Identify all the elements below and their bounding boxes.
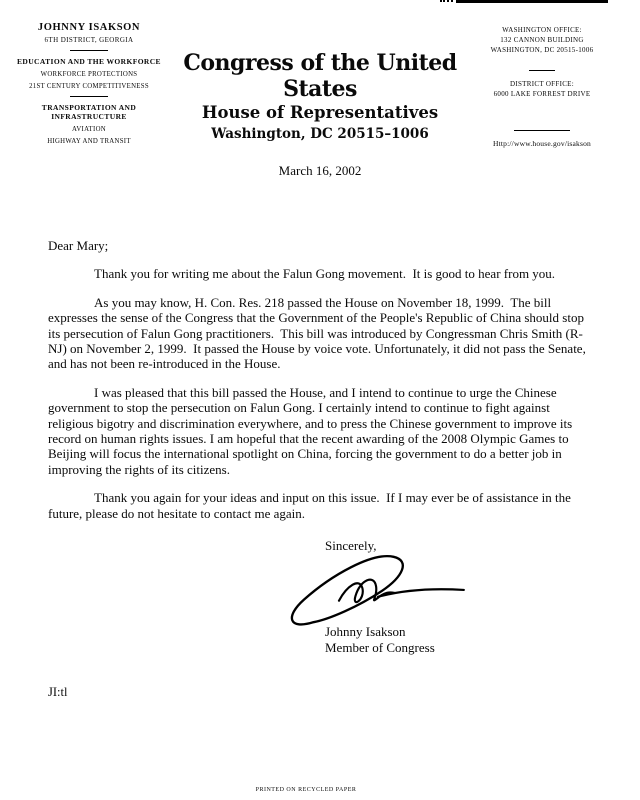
subcommittee-workforce-protections: WORKFORCE PROTECTIONS [40,71,138,78]
washington-office-address-1: 132 CANNON BUILDING [500,36,584,44]
reference-initials: JI:tl [48,685,68,699]
offices-block [458,26,626,148]
paragraph-2: As you may know, H. Con. Res. 218 passed the House on November 18, 1999. The bill expresses the sense of the Congress that the Government of the People's Republic of China should stop its persecution of Falun Gong practitioners. This bill was introduced by Congressman Chris Smith (R-NJ) on November 2, 1999. It passed the House by voice vote. Unfortunately, it did not pass the Senate, and has not been re-introduced in the House. [48,294,590,372]
salutation: Dear Mary; [48,238,109,253]
letter-body [48,238,591,521]
scan-artifact-dots [440,0,453,2]
signature-icon [282,549,472,629]
subcommittee-21st-century: 21ST CENTURY COMPETITIVENESS [29,83,149,90]
signer-name: Johnny Isakson [325,624,406,639]
subcommittee-aviation: AVIATION [72,126,106,133]
divider [514,130,570,131]
member-name: JOHNNY ISAKSON [37,22,141,33]
washington-office-label: WASHINGTON OFFICE: [502,26,582,34]
letter-date: March 16, 2002 [278,163,362,178]
paragraph-4: Thank you again for your ideas and input on this issue. If I may ever be of assistance in the future, please do not hesitate to contact me again. [48,490,575,521]
masthead [152,50,488,179]
washington-office-address-2: WASHINGTON, DC 20515-1006 [490,46,594,54]
member-district: 6TH DISTRICT, GEORGIA [44,36,134,44]
district-office-label: DISTRICT OFFICE: [510,80,574,88]
signer-title: Member of Congress [325,639,435,655]
recycled-paper-note: PRINTED ON RECYCLED PAPER [255,787,357,793]
masthead-congress-line: Congress of the United States [183,50,457,102]
signature-block [325,624,435,655]
divider [70,96,108,97]
committee-title-transportation: TRANSPORTATION AND INFRASTRUCTURE [41,103,137,121]
scan-artifact-bar [456,0,608,3]
website-url: Http://www.house.gov/isakson [492,139,592,148]
member-info-block [15,22,163,145]
divider [529,70,555,71]
committee-title-education: EDUCATION AND THE WORKFORCE [17,57,161,66]
masthead-house-line: House of Representatives [201,103,439,122]
paragraph-1: Thank you for writing me about the Falun Gong movement. It is good to hear from you. [94,266,556,282]
masthead-address-line: Washington, DC 20515–1006 [211,126,429,142]
district-office-address-1: 6000 LAKE FORREST DRIVE [493,90,591,98]
paragraph-3: I was pleased that this bill passed the House, and I intend to continue to urge the Chinese government to stop the persecution on Falun Gong. I certainly intend to continue to fight against religious bigotry and discrimination everywhere, and to press the Chinese government to improve its record on human rights issues. I am hopeful that the recent awarding of the 2008 Olympic Games to Beijing will focus the international spotlight on China, forcing the government to do a better job in improving the rights of its citizens. [48,384,576,477]
divider [70,50,108,51]
subcommittee-highway-transit: HIGHWAY AND TRANSIT [47,138,131,145]
closing-salutation: Sincerely, [325,538,377,553]
